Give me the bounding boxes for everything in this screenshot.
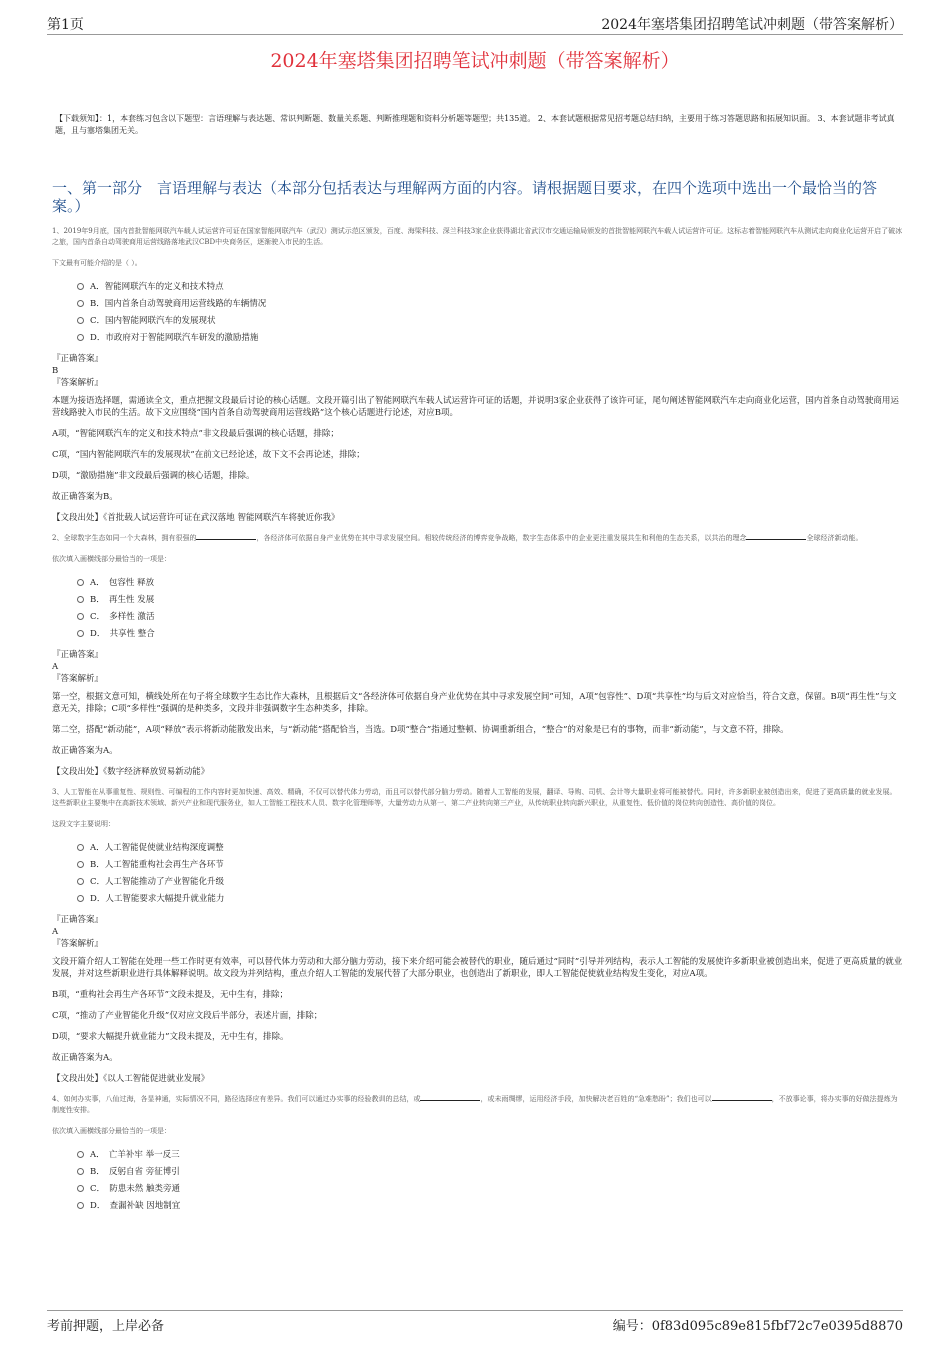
- radio-icon[interactable]: [77, 596, 84, 603]
- radio-icon[interactable]: [77, 1151, 84, 1158]
- option-b[interactable]: B． 反躬自省 旁征博引: [77, 1164, 903, 1181]
- options-list: [77, 575, 903, 643]
- footer-slogan: 考前押题，上岸必备: [47, 1319, 165, 1334]
- option-d[interactable]: D． 查漏补缺 因地制宜: [77, 1198, 903, 1215]
- option-c[interactable]: C． 多样性 激活: [77, 609, 903, 626]
- options-list: [77, 1147, 903, 1215]
- analysis-label: 『答案解析』: [52, 378, 104, 388]
- question-3: [52, 787, 903, 1085]
- radio-icon[interactable]: [77, 861, 84, 868]
- correct-answer-label: 『正确答案』: [52, 915, 104, 925]
- radio-icon[interactable]: [77, 1185, 84, 1192]
- radio-icon[interactable]: [77, 878, 84, 885]
- analysis-label: 『答案解析』: [52, 674, 104, 684]
- analysis-label: 『答案解析』: [52, 939, 104, 949]
- question-prompt: 依次填入画横线部分最恰当的一项是：: [52, 1127, 171, 1135]
- option-d[interactable]: D． 共享性 整合: [77, 626, 903, 643]
- questions-body: [52, 226, 903, 1221]
- header-title: 2024年塞塔集团招聘笔试冲刺题（带答案解析）: [601, 17, 903, 33]
- analysis: 第一空，根据文意可知，横线处所在句子将全球数字生态比作大森林，且根据后文“各经济体可依据自身产业优势在其中寻求发展空间”可知，A项“包容性”、D项“共享性”均与后文对应恰当，符合文意，保留。B项“再生性”与文意无关，排除；C项“多样性”强调的是种类多，文段并非强调数字生态种类多，排除。 第二空，搭配“新动能”，A项“释放”表示将新动能散发出来，与“新动能”搭配恰当，当选。D项“整合”指通过整顿、协调重新组合，“整合”的对象是已有的事物，而非“新动能”，与文意不符，排除。 故正确答案为A。 【文段出处】《数字经济释放贸易新动能》: [52, 692, 897, 777]
- option-c[interactable]: C．国内智能网联汽车的发展现状: [77, 313, 903, 330]
- question-2: [52, 533, 903, 778]
- radio-icon[interactable]: [77, 895, 84, 902]
- page-number: 第1页: [47, 17, 84, 33]
- question-stem: 2、全球数字生态如同一个大森林，拥有很强的 ，各经济体可依据自身产业优势在其中寻求发展空间。相较传统经济的博弈竞争战略，数字生态体系中的企业更注重发展共生和利他的生态关系，以共治的理念 全球经济新动能。: [52, 534, 863, 542]
- options-list: [77, 279, 903, 347]
- option-b[interactable]: B．国内首条自动驾驶商用运营线路的车辆情况: [77, 296, 903, 313]
- correct-answer: A: [52, 927, 59, 937]
- radio-icon[interactable]: [77, 300, 84, 307]
- page-header: [47, 12, 903, 35]
- option-b[interactable]: B． 再生性 发展: [77, 592, 903, 609]
- radio-icon[interactable]: [77, 283, 84, 290]
- option-a[interactable]: A． 亡羊补牢 举一反三: [77, 1147, 903, 1164]
- document-id: 编号：0f83d095c89e815fbf72c7e0395d8870: [612, 1319, 903, 1334]
- radio-icon[interactable]: [77, 1168, 84, 1175]
- download-notice: 【下载须知】：1，本套练习包含以下题型：言语理解与表达题、常识判断题、数量关系题、判断推理题和资料分析题等题型；共135道。 2、本套试题根据常见招考题总结归纳，主要用于练习答题思路和拓展知识面。 3、本套试题非考试真题，且与塞塔集团无关。: [55, 114, 895, 135]
- radio-icon[interactable]: [77, 334, 84, 341]
- question-stem: 4、如何办实事，八仙过海，各显神通，实际情况不同，路径选择应有差异。我们可以通过办实事的经验教训的总结，或 ，或未雨绸缪，运用经济手段，加快解决老百姓的“急难愁盼”；我们也可以 ，不放事论事，将办实事的好做法提炼为制度性安排。: [52, 1095, 898, 1114]
- section-heading: 一、第一部分 言语理解与表达（本部分包括表达与理解两方面的内容。请根据题目要求，在四个选项中选出一个最恰当的答案。）: [52, 179, 878, 215]
- radio-icon[interactable]: [77, 630, 84, 637]
- question-prompt: 这段文字主要说明：: [52, 820, 115, 828]
- option-a[interactable]: A． 包容性 释放: [77, 575, 903, 592]
- fill-blank[interactable]: [196, 539, 256, 540]
- page-footer: [47, 1310, 903, 1339]
- fill-blank[interactable]: [746, 539, 806, 540]
- question-prompt: 依次填入画横线部分最恰当的一项是：: [52, 555, 171, 563]
- option-b[interactable]: B．人工智能重构社会再生产各环节: [77, 857, 903, 874]
- correct-answer: A: [52, 662, 59, 672]
- fill-blank[interactable]: [712, 1100, 772, 1101]
- correct-answer: B: [52, 366, 59, 376]
- analysis: 文段开篇介绍人工智能在处理一些工作时更有效率，可以替代体力劳动和大部分脑力劳动，接下来介绍可能会被替代的职业，随后通过“同时”引导并列结构，表示人工智能的发展使许多新职业被创造出来，促进了更高质量的就业发展，并对这些新职业进行具体解释说明。故文段为并列结构，重点介绍人工智能的发展代替了大部分职业，也创造出了新职业，即人工智能促使就业结构发生变化，对应A项。 B项，“重构社会再生产各环节”文段未提及，无中生有，排除； C项，“推动了产业智能化升级”仅对应文段后半部分，表述片面，排除； D项，“要求大幅提升就业能力”文段未提及，无中生有，排除。 故正确答案为A。 【文段出处】《以人工智能促进就业发展》: [52, 957, 903, 1084]
- correct-answer-label: 『正确答案』: [52, 354, 104, 364]
- radio-icon[interactable]: [77, 1202, 84, 1209]
- option-d[interactable]: D．市政府对于智能网联汽车研发的激励措施: [77, 330, 903, 347]
- question-1: [52, 226, 903, 524]
- radio-icon[interactable]: [77, 317, 84, 324]
- option-c[interactable]: C．人工智能推动了产业智能化升级: [77, 874, 903, 891]
- question-prompt: 下文最有可能介绍的是（ ）。: [52, 259, 142, 267]
- option-a[interactable]: A．智能网联汽车的定义和技术特点: [77, 279, 903, 296]
- radio-icon[interactable]: [77, 844, 84, 851]
- option-d[interactable]: D．人工智能要求大幅提升就业能力: [77, 891, 903, 908]
- option-c[interactable]: C． 防患未然 触类旁通: [77, 1181, 903, 1198]
- radio-icon[interactable]: [77, 613, 84, 620]
- fill-blank[interactable]: [420, 1100, 480, 1101]
- question-stem: 3、人工智能在从事重复性、规则性、可编程的工作内容时更加快速、高效、精确，不仅可以替代体力劳动，而且可以替代部分脑力劳动。随着人工智能的发展，翻译、导购、司机、会计等大量职业将可能被替代。同时，许多新职业被创造出来，促进了更高质量的就业发展。这些新职业主要集中在高新技术领域、新兴产业和现代服务业，如人工智能工程技术人员、数字化管理师等，大量劳动力从第一、第二产业转向第三产业，从传统职业转向新兴职业，从重复性、低价值的岗位转向创造性、高价值的岗位。: [52, 788, 897, 807]
- option-a[interactable]: A．人工智能促使就业结构深度调整: [77, 840, 903, 857]
- document-title: 2024年塞塔集团招聘笔试冲刺题（带答案解析）: [270, 50, 680, 72]
- question-stem: 1、2019年9月底，国内首批智能网联汽车载人试运营许可证在国家智能网联汽车（武汉）测试示范区颁发，百度、海梁科技、深兰科技3家企业获得湖北省武汉市交通运输局颁发的首批智能网联汽车载人试运营许可证。这标志着智能网联汽车从测试走向商业化运营开启了破冰之旅，国内首条自动驾驶商用运营线路落地武汉CBD中央商务区，逐渐驶入市民的生活。: [52, 227, 903, 246]
- analysis: 本题为接语选择题，需通读全文，重点把握文段最后讨论的核心话题。文段开篇引出了智能网联汽车载人试运营许可证的话题，并说明3家企业获得了该许可证，尾句阐述智能网联汽车走向商业化运营，国内首条自动驾驶商用运营线路驶入市民的生活。故下文应围绕“国内首条自动驾驶商用运营线路”这个核心话题进行论述，对应B项。 A项，“智能网联汽车的定义和技术特点”非文段最后强调的核心话题，排除； C项，“国内智能网联汽车的发展现状”在前文已经论述，故下文不会再论述，排除； D项，“激励措施”非文段最后强调的核心话题，排除。 故正确答案为B。 【文段出处】《首批载人试运营许可证在武汉落地 智能网联汽车将驶近你我》: [52, 396, 899, 523]
- options-list: [77, 840, 903, 908]
- correct-answer-label: 『正确答案』: [52, 650, 104, 660]
- radio-icon[interactable]: [77, 579, 84, 586]
- question-4: [52, 1094, 903, 1215]
